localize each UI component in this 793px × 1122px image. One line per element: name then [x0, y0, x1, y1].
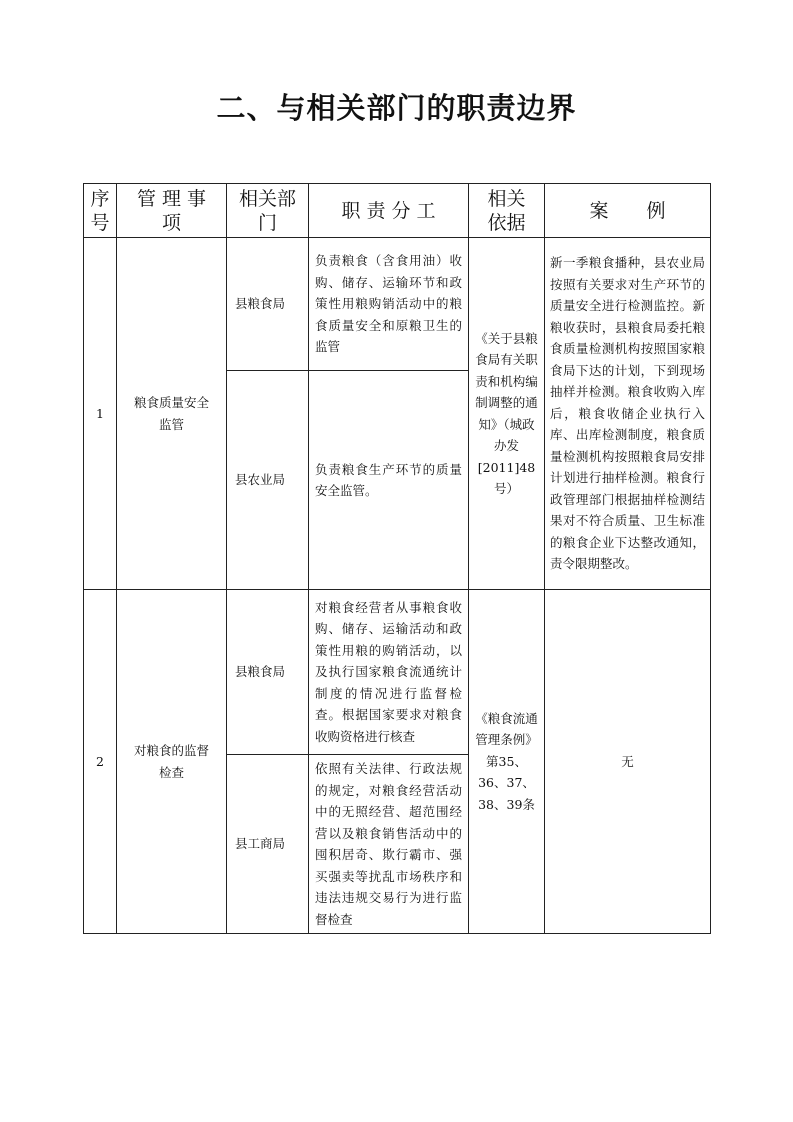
header-case: 案 例 [545, 184, 711, 238]
row-seq: 1 [84, 238, 117, 590]
row-duty: 对粮食经营者从事粮食收购、储存、运输活动和政策性用粮的购销活动，以及执行国家粮食流通统计制度的情况进行监督检查。根据国家要求对粮食收购资格进行核查 [309, 590, 469, 755]
header-duty: 职 责 分 工 [309, 184, 469, 238]
header-item: 管 理 事 项 [117, 184, 227, 238]
row-dept: 县粮食局 [227, 238, 309, 371]
responsibility-table [83, 183, 711, 934]
table-row [84, 590, 711, 755]
header-basis: 相关依据 [469, 184, 545, 238]
row-duty: 负责粮食生产环节的质量安全监管。 [309, 371, 469, 590]
row-seq: 2 [84, 590, 117, 934]
row-item: 对粮食的监督检查 [117, 590, 227, 934]
row-duty: 负责粮食（含食用油）收购、储存、运输环节和政策性用粮购销活动中的粮食质量安全和原粮卫生的监管 [309, 238, 469, 371]
row-case: 无 [545, 590, 711, 934]
row-case: 新一季粮食播种，县农业局按照有关要求对生产环节的质量安全进行检测监控。新粮收获时，县粮食局委托粮食质量检测机构按照国家粮食局下达的计划，下到现场抽样并检测。粮食收购入库后，粮食收储企业执行入库、出库检测制度，粮食质量检测机构按照粮食局安排计划进行抽样检测。粮食行政管理部门根据抽样检测结果对不符合质量、卫生标准的粮食企业下达整改通知，责令限期整改。 [545, 238, 711, 590]
header-dept: 相关部门 [227, 184, 309, 238]
row-dept: 县粮食局 [227, 590, 309, 755]
row-item: 粮食质量安全监管 [117, 238, 227, 590]
header-seq: 序号 [84, 184, 117, 238]
row-basis: 《粮食流通管理条例》第35、36、37、38、39条 [469, 590, 545, 934]
page-title: 二、与相关部门的职责边界 [216, 91, 577, 125]
table-row [84, 238, 711, 371]
row-duty: 依照有关法律、行政法规的规定，对粮食经营活动中的无照经营、超范围经营以及粮食销售活动中的囤积居奇、欺行霸市、强买强卖等扰乱市场秩序和违法违规交易行为进行监督检查 [309, 755, 469, 934]
table-header-row [84, 184, 711, 238]
row-dept: 县工商局 [227, 755, 309, 934]
row-basis: 《关于县粮食局有关职责和机构编制调整的通知》（城政办发[2011]48号） [469, 238, 545, 590]
row-dept: 县农业局 [227, 371, 309, 590]
